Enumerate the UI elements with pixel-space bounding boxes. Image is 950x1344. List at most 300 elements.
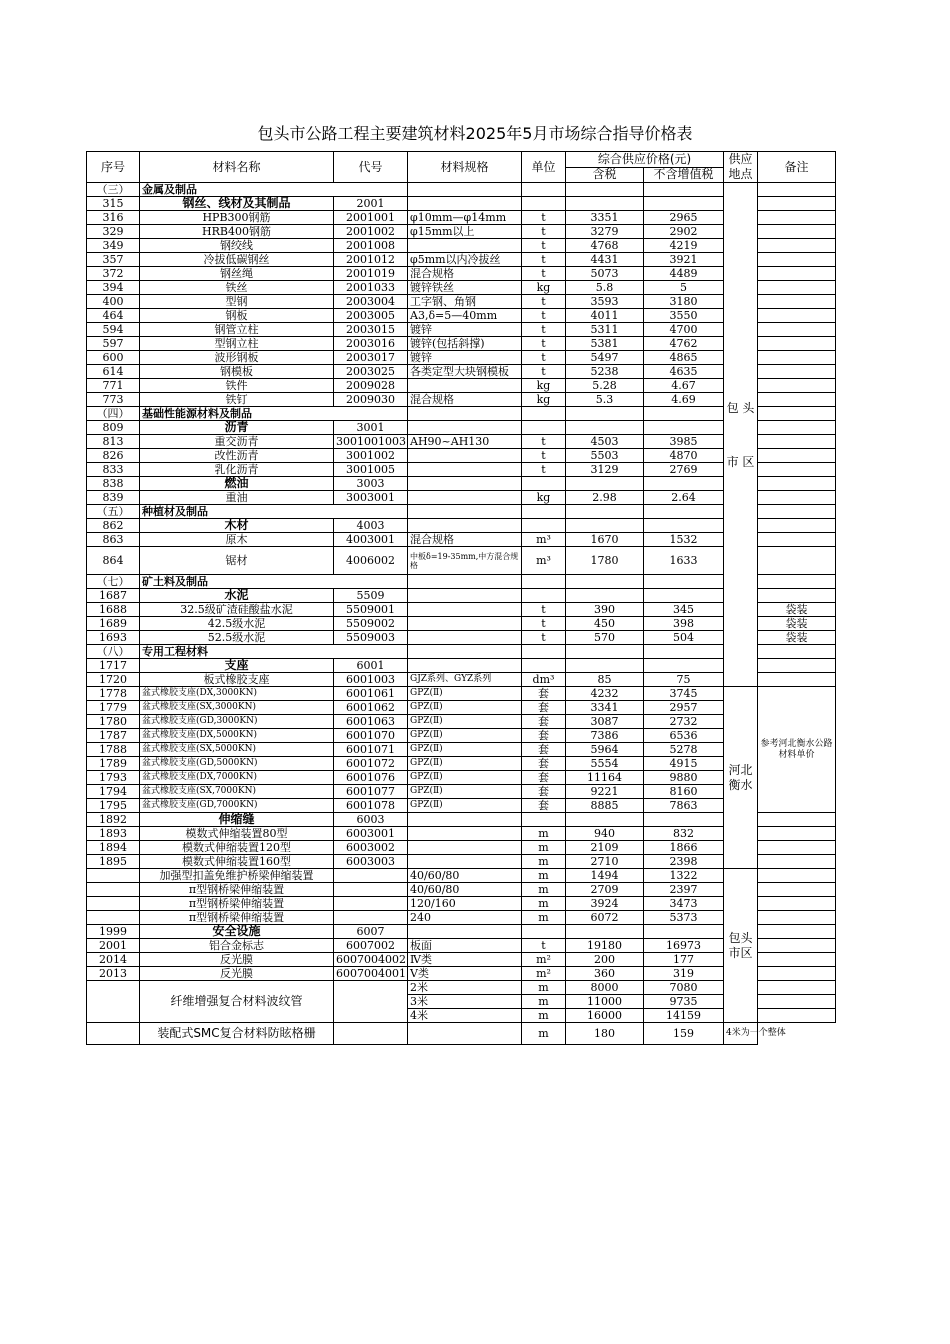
- row-spec: 镀锌(包括斜撑): [408, 337, 522, 351]
- row-code: 3001001003: [334, 435, 408, 449]
- row-remark: 袋装: [758, 617, 836, 631]
- row-unit: m: [522, 1023, 566, 1045]
- row-seq: 2014: [87, 953, 140, 967]
- row-unit: 套: [522, 799, 566, 813]
- row-tax-incl: [566, 589, 644, 603]
- row-tax-excl: 4865: [644, 351, 724, 365]
- row-remark: [758, 323, 836, 337]
- row-spec: φ15mm以上: [408, 225, 522, 239]
- row-spec: [408, 645, 522, 659]
- row-tax-excl: [644, 589, 724, 603]
- row-tax-incl: 5497: [566, 351, 644, 365]
- row-tax-excl: 7080: [644, 981, 724, 995]
- row-name: 盆式橡胶支座(SX,5000KN): [140, 743, 334, 757]
- row-tax-excl: 4915: [644, 757, 724, 771]
- row-code: 5509: [334, 589, 408, 603]
- row-name: 盆式橡胶支座(DX,3000KN): [140, 687, 334, 701]
- row-code: [334, 1023, 408, 1045]
- row-unit: m: [522, 827, 566, 841]
- row-tax-incl: 2109: [566, 841, 644, 855]
- row-seq: 826: [87, 449, 140, 463]
- row-spec: GPZ(Ⅱ): [408, 785, 522, 799]
- row-spec: GPZ(Ⅱ): [408, 743, 522, 757]
- row-spec: GPZ(Ⅱ): [408, 687, 522, 701]
- row-tax-excl: 3473: [644, 897, 724, 911]
- row-spec: 镀锌: [408, 351, 522, 365]
- row-tax-incl: 570: [566, 631, 644, 645]
- category-row: [87, 575, 836, 589]
- row-tax-excl: 1322: [644, 869, 724, 883]
- row-tax-incl: 180: [566, 1023, 644, 1045]
- row-tax-excl: 159: [644, 1023, 724, 1045]
- row-unit: m: [522, 995, 566, 1009]
- row-remark: [758, 211, 836, 225]
- table-row: [87, 239, 836, 253]
- row-spec: [408, 841, 522, 855]
- row-remark: [758, 281, 836, 295]
- row-name: 改性沥青: [140, 449, 334, 463]
- row-name: 钢管立柱: [140, 323, 334, 337]
- subcategory-name: 燃油: [140, 477, 334, 491]
- subcategory-name: 支座: [140, 659, 334, 673]
- row-tax-incl: 4431: [566, 253, 644, 267]
- row-tax-excl: 3550: [644, 309, 724, 323]
- row-seq: [87, 883, 140, 897]
- row-tax-incl: 3351: [566, 211, 644, 225]
- row-remark: [758, 841, 836, 855]
- table-row: [87, 883, 836, 897]
- row-name: 锯材: [140, 547, 334, 575]
- row-code: 6001061: [334, 687, 408, 701]
- subcategory-row: [87, 519, 836, 533]
- row-unit: m: [522, 855, 566, 869]
- row-name: 模数式伸缩装置80型: [140, 827, 334, 841]
- row-seq: 1893: [87, 827, 140, 841]
- row-remark: [758, 995, 836, 1009]
- row-tax-excl: 4.67: [644, 379, 724, 393]
- row-seq: 329: [87, 225, 140, 239]
- row-seq: 1693: [87, 631, 140, 645]
- row-spec: GPZ(Ⅱ): [408, 701, 522, 715]
- row-remark: [758, 365, 836, 379]
- table-row: [87, 771, 836, 785]
- row-unit: m: [522, 883, 566, 897]
- row-name: HRB400钢筋: [140, 225, 334, 239]
- row-remark: [758, 519, 836, 533]
- row-remark: [758, 813, 836, 827]
- row-remark: [758, 435, 836, 449]
- category-name: 种植材及制品: [140, 505, 408, 519]
- row-unit: m: [522, 911, 566, 925]
- row-tax-incl: 1780: [566, 547, 644, 575]
- row-tax-excl: 9735: [644, 995, 724, 1009]
- row-spec: 40/60/80: [408, 869, 522, 883]
- row-spec: 镀锌铁丝: [408, 281, 522, 295]
- row-spec: 120/160: [408, 897, 522, 911]
- table-row: [87, 967, 836, 981]
- row-remark: [758, 239, 836, 253]
- row-remark: [758, 225, 836, 239]
- row-seq: 2013: [87, 967, 140, 981]
- table-row: [87, 953, 836, 967]
- row-remark: [758, 351, 836, 365]
- row-name: 盆式橡胶支座(GD,7000KN): [140, 799, 334, 813]
- row-spec: [408, 575, 522, 589]
- row-remark: [758, 533, 836, 547]
- row-seq: 1779: [87, 701, 140, 715]
- row-tax-incl: [566, 407, 644, 421]
- category-row: [87, 183, 836, 197]
- row-tax-excl: 5: [644, 281, 724, 295]
- row-spec: [408, 491, 522, 505]
- row-spec: [408, 925, 522, 939]
- row-name: 钢板: [140, 309, 334, 323]
- row-code: 6007004002: [334, 953, 408, 967]
- subcategory-name: 水泥: [140, 589, 334, 603]
- row-tax-excl: 6536: [644, 729, 724, 743]
- row-name: 模数式伸缩装置120型: [140, 841, 334, 855]
- table-row: [87, 281, 836, 295]
- row-tax-excl: 4762: [644, 337, 724, 351]
- row-unit: [522, 645, 566, 659]
- row-unit: [522, 421, 566, 435]
- row-seq: 1793: [87, 771, 140, 785]
- category-name: 金属及制品: [140, 183, 408, 197]
- table-row: [87, 491, 836, 505]
- row-tax-excl: 9880: [644, 771, 724, 785]
- row-tax-excl: 2.64: [644, 491, 724, 505]
- row-tax-incl: 8885: [566, 799, 644, 813]
- row-tax-incl: 5964: [566, 743, 644, 757]
- row-unit: 套: [522, 757, 566, 771]
- row-name: 铁钉: [140, 393, 334, 407]
- row-tax-incl: [566, 505, 644, 519]
- row-seq: 1780: [87, 715, 140, 729]
- table-row: [87, 939, 836, 953]
- row-spec: 40/60/80: [408, 883, 522, 897]
- table-row: [87, 701, 836, 715]
- row-code: 2003016: [334, 337, 408, 351]
- row-name: 钢绞线: [140, 239, 334, 253]
- row-unit: t: [522, 309, 566, 323]
- row-tax-excl: 1532: [644, 533, 724, 547]
- row-seq: 1892: [87, 813, 140, 827]
- row-spec: GPZ(Ⅱ): [408, 729, 522, 743]
- row-code: 2003005: [334, 309, 408, 323]
- table-row: [87, 267, 836, 281]
- row-tax-incl: 2709: [566, 883, 644, 897]
- row-seq: 809: [87, 421, 140, 435]
- row-code: 6001076: [334, 771, 408, 785]
- row-name: π型钢桥梁伸缩装置: [140, 883, 334, 897]
- row-tax-incl: 6072: [566, 911, 644, 925]
- table-row: [87, 631, 836, 645]
- row-code: 2003004: [334, 295, 408, 309]
- row-tax-incl: 3341: [566, 701, 644, 715]
- row-seq: 1720: [87, 673, 140, 687]
- row-spec: GPZ(Ⅱ): [408, 771, 522, 785]
- row-code: 4003001: [334, 533, 408, 547]
- row-spec: 240: [408, 911, 522, 925]
- row-tax-excl: 4.69: [644, 393, 724, 407]
- row-code: 2009030: [334, 393, 408, 407]
- subcategory-row: [87, 477, 836, 491]
- row-seq: [87, 911, 140, 925]
- row-unit: t: [522, 295, 566, 309]
- row-name: 重油: [140, 491, 334, 505]
- row-seq: 357: [87, 253, 140, 267]
- table-row: [87, 911, 836, 925]
- row-code: [334, 911, 408, 925]
- row-name: 加强型扣盖免维护桥梁伸缩装置: [140, 869, 334, 883]
- row-seq: 813: [87, 435, 140, 449]
- row-seq: 2001: [87, 939, 140, 953]
- row-unit: 套: [522, 771, 566, 785]
- header-supply-location: 供应地点: [724, 152, 758, 183]
- row-unit: t: [522, 463, 566, 477]
- row-code: 5509002: [334, 617, 408, 631]
- row-unit: t: [522, 449, 566, 463]
- row-tax-incl: 5311: [566, 323, 644, 337]
- row-seq: 1717: [87, 659, 140, 673]
- row-seq: （七）: [87, 575, 140, 589]
- row-unit: m: [522, 869, 566, 883]
- row-remark: [758, 477, 836, 491]
- row-tax-excl: 4489: [644, 267, 724, 281]
- row-tax-excl: 2965: [644, 211, 724, 225]
- table-row: [87, 435, 836, 449]
- row-name: 铁件: [140, 379, 334, 393]
- row-spec: 混合规格: [408, 533, 522, 547]
- row-tax-incl: 7386: [566, 729, 644, 743]
- row-unit: [522, 575, 566, 589]
- row-remark: [758, 421, 836, 435]
- row-tax-incl: 2710: [566, 855, 644, 869]
- row-seq: 833: [87, 463, 140, 477]
- row-tax-incl: 9221: [566, 785, 644, 799]
- subcategory-row: [87, 659, 836, 673]
- row-seq: 1687: [87, 589, 140, 603]
- category-row: [87, 505, 836, 519]
- row-tax-excl: 3985: [644, 435, 724, 449]
- row-seq: 1894: [87, 841, 140, 855]
- row-name: 盆式橡胶支座(SX,3000KN): [140, 701, 334, 715]
- row-unit: m: [522, 897, 566, 911]
- row-unit: m: [522, 981, 566, 995]
- row-tax-incl: 16000: [566, 1009, 644, 1023]
- row-unit: [522, 407, 566, 421]
- row-spec: [408, 421, 522, 435]
- row-spec: [408, 1023, 522, 1045]
- table-row: [87, 673, 836, 687]
- row-code: 6001003: [334, 673, 408, 687]
- row-spec: 工字钢、角钢: [408, 295, 522, 309]
- row-tax-incl: 5.8: [566, 281, 644, 295]
- row-tax-incl: 200: [566, 953, 644, 967]
- row-code: 6001071: [334, 743, 408, 757]
- category-name: 专用工程材料: [140, 645, 408, 659]
- row-tax-excl: 16973: [644, 939, 724, 953]
- table-row: [87, 211, 836, 225]
- row-spec: 混合规格: [408, 393, 522, 407]
- row-spec: GPZ(Ⅱ): [408, 715, 522, 729]
- row-spec: [408, 827, 522, 841]
- table-row: [87, 981, 836, 995]
- row-tax-excl: 2732: [644, 715, 724, 729]
- table-row: [87, 295, 836, 309]
- row-tax-incl: 11164: [566, 771, 644, 785]
- row-spec: [408, 813, 522, 827]
- row-name: 反光膜: [140, 967, 334, 981]
- header-spec: 材料规格: [408, 152, 522, 183]
- row-name: 乳化沥青: [140, 463, 334, 477]
- category-name: 矿土料及制品: [140, 575, 408, 589]
- row-name: 盆式橡胶支座(DX,7000KN): [140, 771, 334, 785]
- row-tax-incl: 4503: [566, 435, 644, 449]
- row-name: 型钢立柱: [140, 337, 334, 351]
- row-name: 52.5级水泥: [140, 631, 334, 645]
- row-tax-excl: 345: [644, 603, 724, 617]
- row-seq: 1788: [87, 743, 140, 757]
- row-seq: 372: [87, 267, 140, 281]
- row-unit: 套: [522, 687, 566, 701]
- row-tax-excl: [644, 505, 724, 519]
- table-row: [87, 463, 836, 477]
- row-seq: 838: [87, 477, 140, 491]
- row-unit: t: [522, 939, 566, 953]
- row-seq: [87, 981, 140, 1023]
- row-code: 6001063: [334, 715, 408, 729]
- row-spec: AH90~AH130: [408, 435, 522, 449]
- row-tax-incl: [566, 421, 644, 435]
- row-remark: [758, 197, 836, 211]
- row-unit: [522, 589, 566, 603]
- row-code: 2001008: [334, 239, 408, 253]
- row-seq: （八）: [87, 645, 140, 659]
- header-remarks: 备注: [758, 152, 836, 183]
- row-unit: 套: [522, 715, 566, 729]
- subcategory-name: 沥青: [140, 421, 334, 435]
- row-remark: [758, 449, 836, 463]
- row-remark: [758, 645, 836, 659]
- row-unit: kg: [522, 491, 566, 505]
- row-remark: [758, 869, 836, 883]
- row-code: 3001002: [334, 449, 408, 463]
- row-seq: 614: [87, 365, 140, 379]
- row-code: 3003: [334, 477, 408, 491]
- row-spec: [408, 379, 522, 393]
- row-code: 6007004001: [334, 967, 408, 981]
- subcategory-name: 安全设施: [140, 925, 334, 939]
- row-tax-excl: [644, 813, 724, 827]
- table-row: [87, 869, 836, 883]
- row-unit: t: [522, 351, 566, 365]
- row-remark: [758, 939, 836, 953]
- row-spec: φ10mm—φ14mm: [408, 211, 522, 225]
- row-spec: 中板δ=19-35mm,中方混合规格: [408, 547, 522, 575]
- row-code: [334, 981, 408, 1023]
- row-remark: [758, 463, 836, 477]
- row-tax-incl: [566, 659, 644, 673]
- row-remark: [758, 673, 836, 687]
- row-tax-excl: [644, 197, 724, 211]
- row-seq: 1778: [87, 687, 140, 701]
- subcategory-row: [87, 925, 836, 939]
- row-seq: 464: [87, 309, 140, 323]
- row-tax-incl: [566, 813, 644, 827]
- row-remark: 袋装: [758, 631, 836, 645]
- row-name: 铁丝: [140, 281, 334, 295]
- table-row: [87, 841, 836, 855]
- row-tax-excl: 4219: [644, 239, 724, 253]
- row-tax-excl: [644, 477, 724, 491]
- table-row: [87, 743, 836, 757]
- row-tax-incl: 5.3: [566, 393, 644, 407]
- row-spec: Ⅴ类: [408, 967, 522, 981]
- page-title: 包头市公路工程主要建筑材料2025年5月市场综合指导价格表: [257, 124, 693, 143]
- row-unit: kg: [522, 393, 566, 407]
- row-tax-excl: 2902: [644, 225, 724, 239]
- row-name: π型钢桥梁伸缩装置: [140, 911, 334, 925]
- row-tax-incl: 8000: [566, 981, 644, 995]
- row-code: 6001: [334, 659, 408, 673]
- row-unit: m²: [522, 953, 566, 967]
- row-tax-excl: 832: [644, 827, 724, 841]
- header-name: 材料名称: [140, 152, 334, 183]
- row-tax-excl: [644, 421, 724, 435]
- row-code: 2001012: [334, 253, 408, 267]
- row-code: 4006002: [334, 547, 408, 575]
- row-spec: [408, 659, 522, 673]
- row-seq: 1789: [87, 757, 140, 771]
- row-tax-incl: 5554: [566, 757, 644, 771]
- row-seq: 1787: [87, 729, 140, 743]
- row-spec: Ⅳ类: [408, 953, 522, 967]
- row-remark: [758, 981, 836, 995]
- row-spec: GJZ系列、GYZ系列: [408, 673, 522, 687]
- row-seq: [87, 869, 140, 883]
- row-tax-excl: [644, 407, 724, 421]
- row-code: 6001072: [334, 757, 408, 771]
- row-remark: [758, 183, 836, 197]
- row-code: 2001: [334, 197, 408, 211]
- row-seq: 864: [87, 547, 140, 575]
- header-price-group: 综合供应价格(元): [566, 152, 724, 168]
- row-tax-incl: 1494: [566, 869, 644, 883]
- category-name: 基础性能源材料及制品: [140, 407, 408, 421]
- row-tax-incl: [566, 477, 644, 491]
- row-seq: 597: [87, 337, 140, 351]
- row-spec: [408, 197, 522, 211]
- row-spec: [408, 463, 522, 477]
- row-tax-excl: 2398: [644, 855, 724, 869]
- header-tax-incl: 含税: [566, 167, 644, 183]
- row-seq: 315: [87, 197, 140, 211]
- row-tax-excl: 3180: [644, 295, 724, 309]
- row-spec: A3,δ=5—40mm: [408, 309, 522, 323]
- row-spec: 各类定型大块钢模板: [408, 365, 522, 379]
- row-seq: 1999: [87, 925, 140, 939]
- row-seq: 349: [87, 239, 140, 253]
- row-spec: [408, 449, 522, 463]
- row-tax-incl: 5503: [566, 449, 644, 463]
- table-row: [87, 1023, 836, 1045]
- row-unit: kg: [522, 281, 566, 295]
- row-tax-incl: 3087: [566, 715, 644, 729]
- row-spec: [408, 407, 522, 421]
- header-seq: 序号: [87, 152, 140, 183]
- table-row: [87, 365, 836, 379]
